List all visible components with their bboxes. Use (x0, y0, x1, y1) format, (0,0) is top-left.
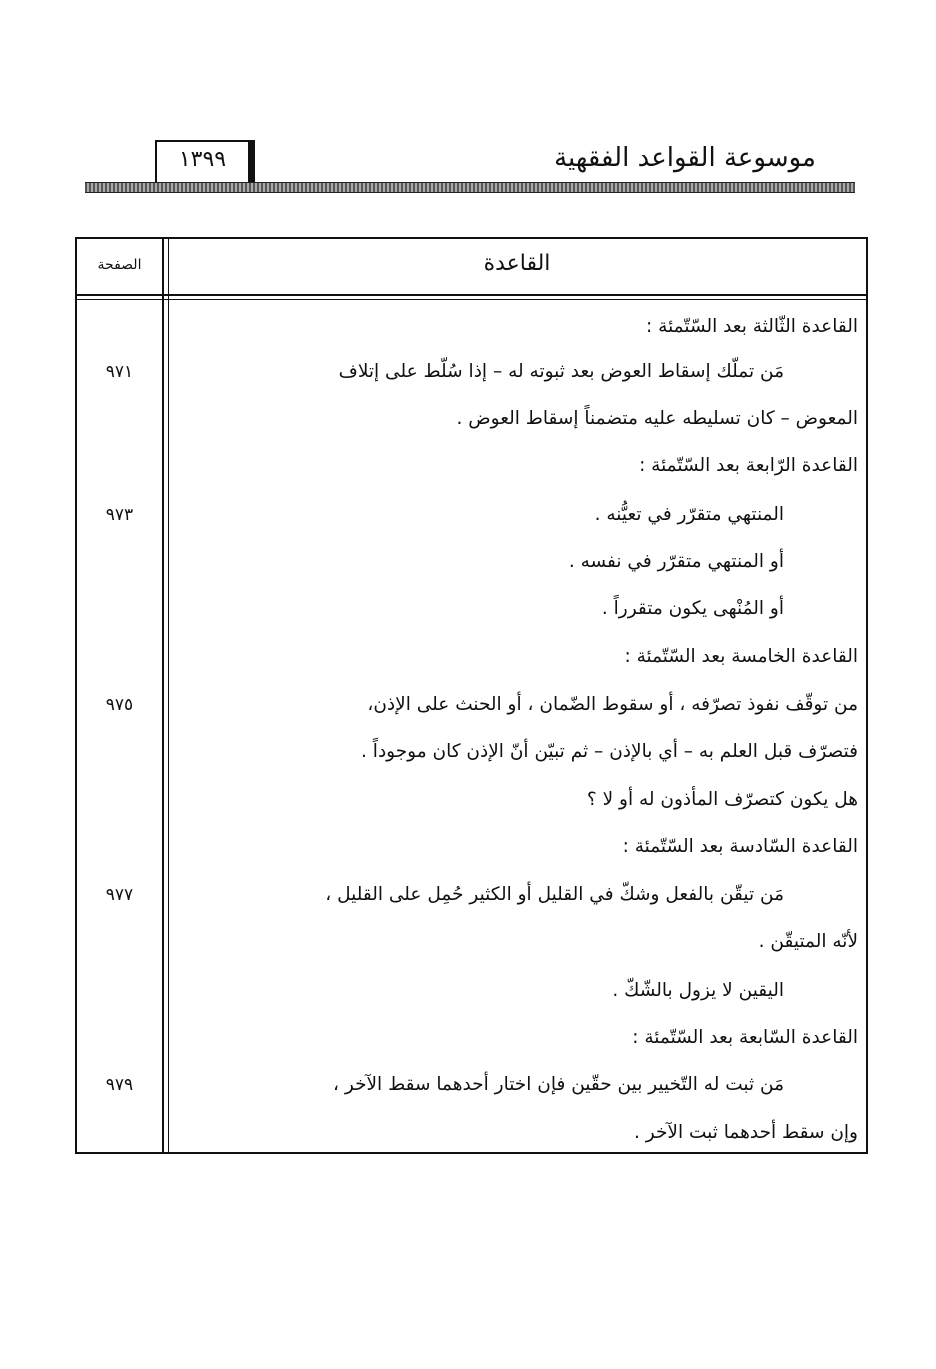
rule-line: أو المنتهي متقرّر في نفسه . (568, 551, 784, 572)
page-reference: ٩٧٣ (105, 505, 134, 525)
book-title: موسوعة القواعد الفقهية (554, 143, 816, 173)
page-reference: ٩٧١ (105, 362, 134, 382)
page-number: ١٣٩٩ (155, 140, 255, 184)
rule-line: فتصرّف قبل العلم به – أي بالإذن – ثم تبيّن أنّ الإذن كان موجوداً . (361, 741, 858, 762)
rule-line: مَن تملّك إسقاط العوض بعد ثبوته له – إذا سُلّط على إتلاف (338, 361, 784, 382)
rule-line: مَن ثبت له التّخيير بين حقّين فإن اختار أحدهما سقط الآخر ، (333, 1074, 784, 1095)
rule-line: وإن سقط أحدهما ثبت الآخر . (634, 1122, 858, 1143)
column-header-page: الصفحة (97, 257, 142, 273)
rule-line: أو المُنْهى يكون متقرراً . (601, 598, 784, 619)
rules-table (75, 237, 868, 1154)
page-reference: ٩٧٧ (105, 885, 134, 905)
header-divider-inner (77, 299, 866, 300)
column-header-rule: القاعدة (483, 251, 551, 276)
rule-heading: القاعدة الثّالثة بعد السّتّمئة : (646, 316, 858, 337)
rule-line: المنتهي متقرّر في تعيُّنه . (594, 504, 784, 525)
rule-line: من توقّف نفوذ تصرّفه ، أو سقوط الضّمان ، أو الحنث على الإذن، (367, 694, 858, 715)
page-reference: ٩٧٥ (105, 695, 134, 715)
rule-heading: القاعدة الرّابعة بعد السّتّمئة : (639, 455, 858, 476)
rule-line: لأنّه المتيقّن . (758, 931, 858, 952)
rule-line: اليقين لا يزول بالشّكّ . (612, 980, 784, 1001)
rule-heading: القاعدة السّادسة بعد السّتّمئة : (622, 836, 858, 857)
rule-line: مَن تيقّن بالفعل وشكّ في القليل أو الكثير حُمِل على القليل ، (325, 884, 784, 905)
rule-line: هل يكون كتصرّف المأذون له أو لا ؟ (586, 789, 858, 810)
page-reference: ٩٧٩ (105, 1075, 134, 1095)
column-divider-inner (168, 239, 169, 1152)
header-divider (77, 294, 866, 296)
header-rule (85, 182, 855, 193)
rule-heading: القاعدة السّابعة بعد السّتّمئة : (632, 1027, 858, 1048)
rule-heading: القاعدة الخامسة بعد السّتّمئة : (624, 646, 858, 667)
rule-line: المعوض – كان تسليطه عليه متضمناً إسقاط العوض . (456, 408, 858, 429)
column-divider (162, 239, 164, 1152)
